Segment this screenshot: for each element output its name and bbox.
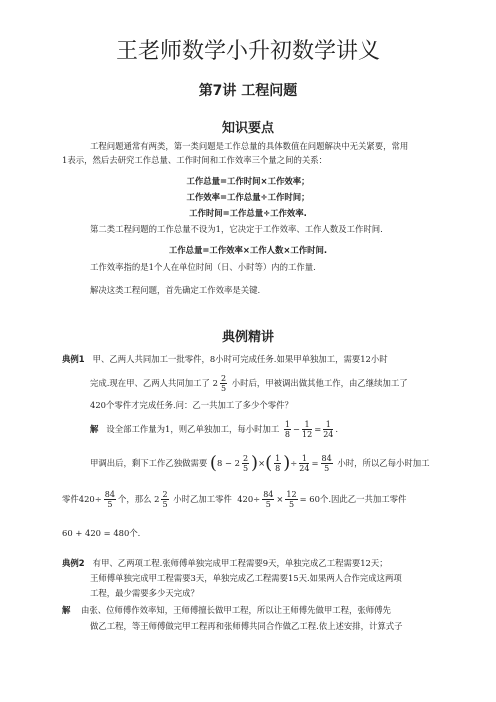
intro-line-1: 工程问题通常有两类，第一类问题是工作总量的具体数值在问题解决中无关紧要，常用 <box>90 141 409 151</box>
example-1-line-1 <box>62 352 388 366</box>
solution-1-line-1: 解 设全部工作量为1，则乙单独加工，每小时加工 $\frac{1}{8}$ − $\frac{1}{12}$ = $\frac{1}{24}$ . <box>90 420 339 439</box>
example-2-text-1: 有甲、乙两项工程.张师傅单独完成甲工程需要9天，单独完成乙工程需要12天； <box>92 558 388 568</box>
key-line: 解决这类工程问题，首先确定工作效率是关键. <box>90 285 261 295</box>
lecture-title: 第7讲 工程问题 <box>198 83 298 99</box>
solution-2-text-a: 甲调出后，剩下工作乙独做需要 <box>90 458 208 468</box>
fraction: $\frac{1}{12}$ <box>302 420 313 439</box>
example-1-label: 典例1 <box>62 354 85 364</box>
fraction: $\frac{12}{5}$ <box>286 490 297 509</box>
section-heading-examples: 典例精讲 <box>221 330 274 345</box>
example-1-text-2b: 小时后，甲被调出做其他工作，由乙继续加工了 <box>231 378 408 388</box>
example-1-text-2a: 完成.现在甲、乙两人共同加工了 <box>90 378 210 388</box>
solution-2-text-1: 由张、位师傅作效率知，王师傅擅长做甲工程，所以让王师傅先做甲工程，张师傅先 <box>81 605 391 615</box>
example-1-line-3: 420个零件才完成任务.问：乙一共加工了多少个零件？ <box>90 400 293 410</box>
mixed-number-int: 2 <box>212 378 218 388</box>
solution-label: 解 <box>90 424 99 434</box>
solution-1-line-3: 零件420÷ $\frac{84}{5}$ 个，那么 2 $\frac{2}{5}$ 小时乙加工零件 420÷ $\frac{84}{5}$ × $\frac{12}{5}$ = 60个.因此乙一共加工零件 <box>62 490 407 509</box>
fraction: $\frac{84}{5}$ <box>104 490 115 509</box>
type2-line: 第二类工程问题的工作总量不设为1，它决定于工作效率、工作人数及工作时间. <box>90 224 383 234</box>
formula-time: 工作时间=工作总量÷工作效率. <box>189 208 307 218</box>
intro-line-2: 1表示，然后去研究工作总量、工作时间和工作效率三个量之间的关系： <box>62 155 327 165</box>
fraction: $\frac{84}{5}$ <box>263 490 274 509</box>
solution-1-line-2: 甲调出后，剩下工作乙独做需要 (8 − 2 $\frac{2}{5}$ )×( $\frac{1}{8}$ )÷ $\frac{1}{24}$ = $\frac{84}{5}$ 小时，所以乙每小时加工 <box>90 452 430 474</box>
solution-label: 解 <box>62 605 71 615</box>
example-1-line-2 <box>90 374 408 393</box>
fraction: $\frac{1}{24}$ <box>323 420 334 439</box>
solution-2-text-b: 小时，所以乙每小时加工 <box>337 458 430 468</box>
fraction: $\frac{2}{5}$ <box>162 490 168 509</box>
efficiency-line: 工作效率指的是1个人在单位时间（日、小时等）内的工作量. <box>90 262 316 272</box>
solution-1-line-4: 60 + 420 = 480个. <box>62 528 141 538</box>
fraction: $\frac{84}{5}$ <box>321 454 332 473</box>
final-expression: 60 + 420 = 480 <box>62 528 130 538</box>
example-2-line-1 <box>62 556 388 570</box>
fraction: $\frac{1}{8}$ <box>275 454 281 473</box>
formula-total: 工作总量=工作时间×工作效率； <box>186 176 310 186</box>
example-2-label: 典例2 <box>62 558 85 568</box>
fraction: $\frac{2}{5}$ <box>242 454 249 473</box>
example-1-text-1: 甲、乙两人共同加工一批零件，8小时可完成任务.如果甲单独加工，需要12小时 <box>92 354 388 364</box>
example-2-line-2: 王师傅单独完成甲工程需要3天，单独完成乙工程需要15天.如果两人合作完成这两项 <box>90 573 402 583</box>
solution-1-text: 设全部工作量为1，则乙单独加工，每小时加工 <box>106 424 280 434</box>
formula-people: 工作总量=工作效率×工作人数×工作时间. <box>168 245 328 255</box>
fraction: $\frac{2}{5}$ <box>220 374 227 393</box>
fraction: $\frac{1}{24}$ <box>299 454 310 473</box>
example-2-line-3: 工程，最少需要多少天完成？ <box>90 588 199 598</box>
document-title: 王老师数学小升初数学讲义 <box>115 39 380 64</box>
formula-efficiency: 工作效率=工作总量÷工作时间； <box>186 192 310 202</box>
section-heading-knowledge: 知识要点 <box>221 121 274 136</box>
solution-2-line-1 <box>62 603 391 617</box>
fraction: $\frac{1}{8}$ <box>284 420 290 439</box>
solution-2-line-2: 做乙工程，等王师傅做完甲工程再和张师傅共同合作做乙工程.依上述安排，计算式子 <box>90 621 403 631</box>
